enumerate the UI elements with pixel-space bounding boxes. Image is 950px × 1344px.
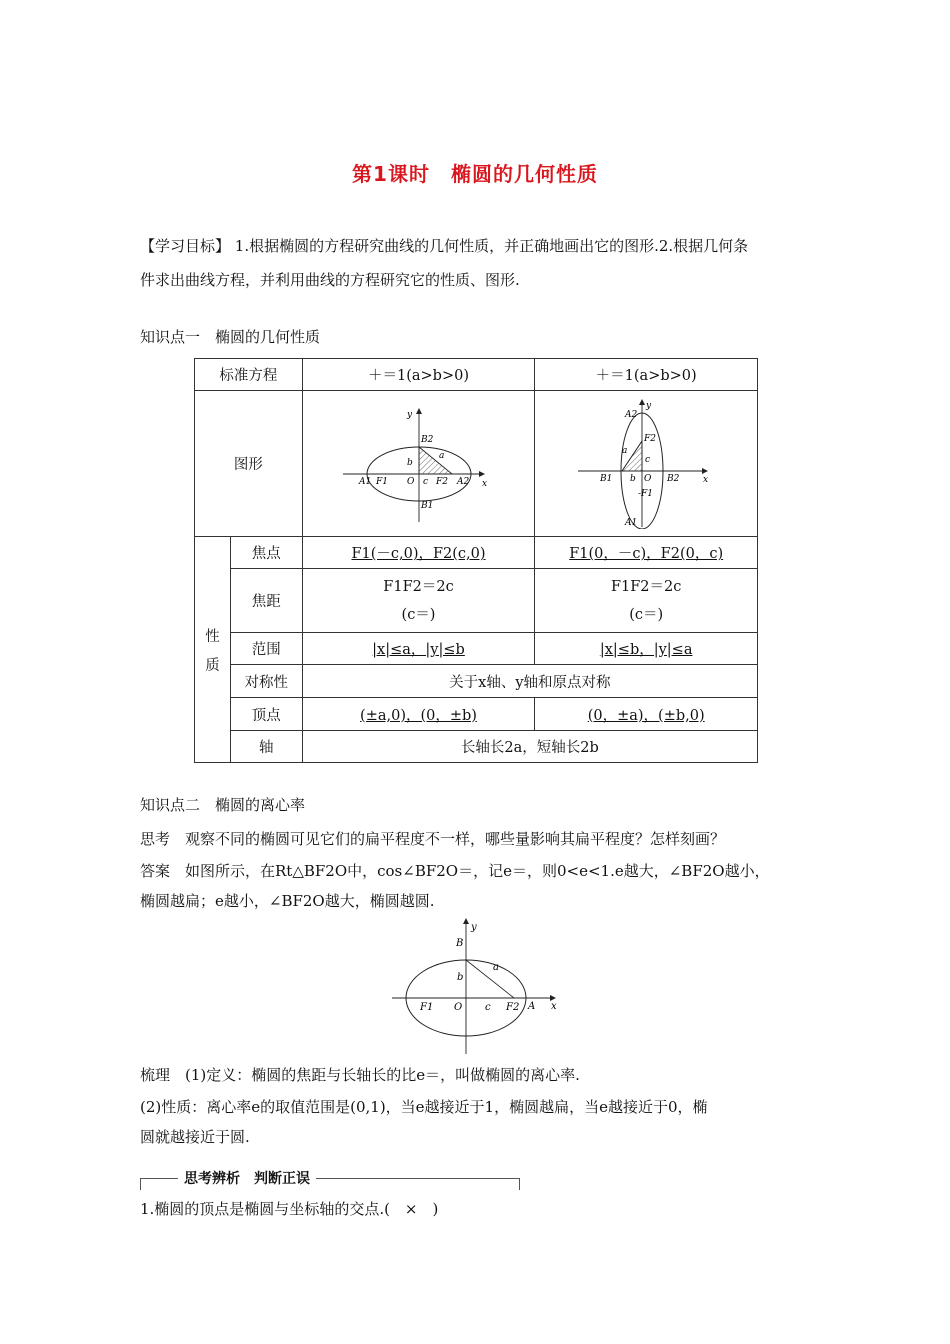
summary-definition: 梳理 (1)定义：椭圆的焦距与长轴长的比e＝，叫做椭圆的离心率. (140, 1066, 580, 1084)
fig3-A-label: A (528, 1001, 536, 1012)
vertices-horizontal: (±a,0)，(0，±b) (302, 698, 535, 731)
fig2-B2-label: B2 (667, 473, 680, 484)
fig3-B-label: B (456, 938, 464, 949)
fig2-y-label: y (646, 400, 652, 411)
fig2-A1-label: A1 (625, 517, 638, 528)
fig3-F1-label: F1 (420, 1002, 434, 1013)
figure-vertical-ellipse (535, 391, 758, 537)
fig2-a-label: a (622, 445, 628, 456)
fig2-F1-label: -F1 (638, 488, 654, 499)
fig1-a-label: a (438, 450, 444, 461)
figure-row-label: 图形 (195, 391, 303, 537)
fig3-F2-label: F2 (506, 1002, 520, 1013)
summary-property-line-2: 圆就越接近于圆. (140, 1128, 250, 1146)
fig2-A2-label: A2 (625, 409, 638, 420)
fig1-y-label: y (406, 409, 412, 420)
think-question: 思考 观察不同的椭圆可见它们的扁平程度不一样，哪些量影响其扁平程度？怎样刻画？ (140, 830, 726, 848)
row-label-focal-distance: 焦距 (230, 569, 302, 633)
page-title: 第1课时 椭圆的几何性质 (352, 162, 598, 186)
figure-horizontal-ellipse (302, 391, 535, 537)
row-label-symmetry: 对称性 (230, 665, 302, 698)
summary-property-line-1: (2)性质：离心率e的取值范围是(0,1)，当e越接近于1，椭圆越扁，当e越接近于0，椭 (140, 1098, 708, 1116)
range-vertical: |x|≤b，|y|≤a (535, 633, 758, 665)
properties-group-label: 性 质 (195, 537, 231, 763)
fig3-c-label: c (485, 1002, 491, 1013)
header-standard-equation: 标准方程 (195, 359, 303, 391)
fig1-x-label: x (481, 478, 487, 489)
question-1: 1.椭圆的顶点是椭圆与坐标轴的交点.( × ) (140, 1200, 439, 1218)
answer-line-1: 答案 如图所示，在Rt△BF2O中，cos∠BF2O＝，记e＝，则0<e<1.e越大，∠BF2O越小， (140, 862, 770, 880)
row-label-foci: 焦点 (230, 537, 302, 569)
fig3-a-label: a (493, 962, 499, 973)
objectives-line-2: 件求出曲线方程，并利用曲线的方程研究它的性质、图形. (140, 271, 520, 289)
fig3-b-label: b (457, 972, 464, 983)
fig1-B2-label: B2 (420, 434, 433, 445)
focal-distance-horizontal: F1F2＝2c (c＝) (302, 569, 535, 633)
eccentricity-diagram (390, 918, 562, 1056)
horizontal-ellipse-diagram (339, 404, 499, 524)
foci-vertical: F1(0，－c)，F2(0，c) (535, 537, 758, 569)
focal-distance-vertical: F1F2＝2c (c＝) (535, 569, 758, 633)
think-discern-banner (140, 1168, 520, 1190)
fig1-A2-label: A2 (456, 476, 469, 487)
section1-heading: 知识点一 椭圆的几何性质 (140, 328, 321, 346)
row-label-range: 范围 (230, 633, 302, 665)
fig3-O-label: O (454, 1002, 463, 1013)
fig2-B1-label: B1 (600, 473, 613, 484)
ellipse-properties-table (194, 358, 758, 763)
header-equation-y: ＋＝1(a>b>0) (535, 359, 758, 391)
fig1-A1-label: A1 (358, 476, 371, 487)
fig1-F2-label: F2 (435, 476, 448, 487)
vertices-vertical: (0，±a)，(±b,0) (535, 698, 758, 731)
fig2-x-label: x (703, 474, 709, 485)
row-label-axis: 轴 (230, 731, 302, 763)
axis-value: 长轴长2a，短轴长2b (302, 731, 757, 763)
header-equation-x: ＋＝1(a>b>0) (302, 359, 535, 391)
fig3-y-label: y (471, 922, 477, 933)
fig1-b-label: b (406, 457, 413, 468)
fig2-O-label: O (644, 473, 652, 484)
fig1-B1-label: B1 (420, 500, 433, 511)
fig1-c-label: c (422, 476, 428, 487)
think-discern-label: 思考辨析 判断正误 (178, 1168, 316, 1188)
objectives-line-1: 【学习目标】 1.根据椭圆的方程研究曲线的几何性质，并正确地画出它的图形.2.根据几何条 (140, 237, 749, 255)
row-label-vertices: 顶点 (230, 698, 302, 731)
symmetry-value: 关于x轴、y轴和原点对称 (302, 665, 757, 698)
fig1-F1-label: F1 (375, 476, 388, 487)
fig2-b-label: b (630, 473, 636, 484)
objectives-label: 【学习目标】 (140, 237, 231, 255)
fig3-x-label: x (551, 1001, 557, 1012)
section2-heading: 知识点二 椭圆的离心率 (140, 796, 306, 814)
vertical-ellipse-diagram (576, 399, 716, 529)
answer-line-2: 椭圆越扁；e越小，∠BF2O越大，椭圆越圆. (140, 892, 435, 910)
fig1-O-label: O (406, 476, 414, 487)
fig2-c-label: c (645, 454, 651, 465)
range-horizontal: |x|≤a，|y|≤b (302, 633, 535, 665)
fig2-F2-label: F2 (644, 433, 657, 444)
foci-horizontal: F1(－c,0)，F2(c,0) (302, 537, 535, 569)
